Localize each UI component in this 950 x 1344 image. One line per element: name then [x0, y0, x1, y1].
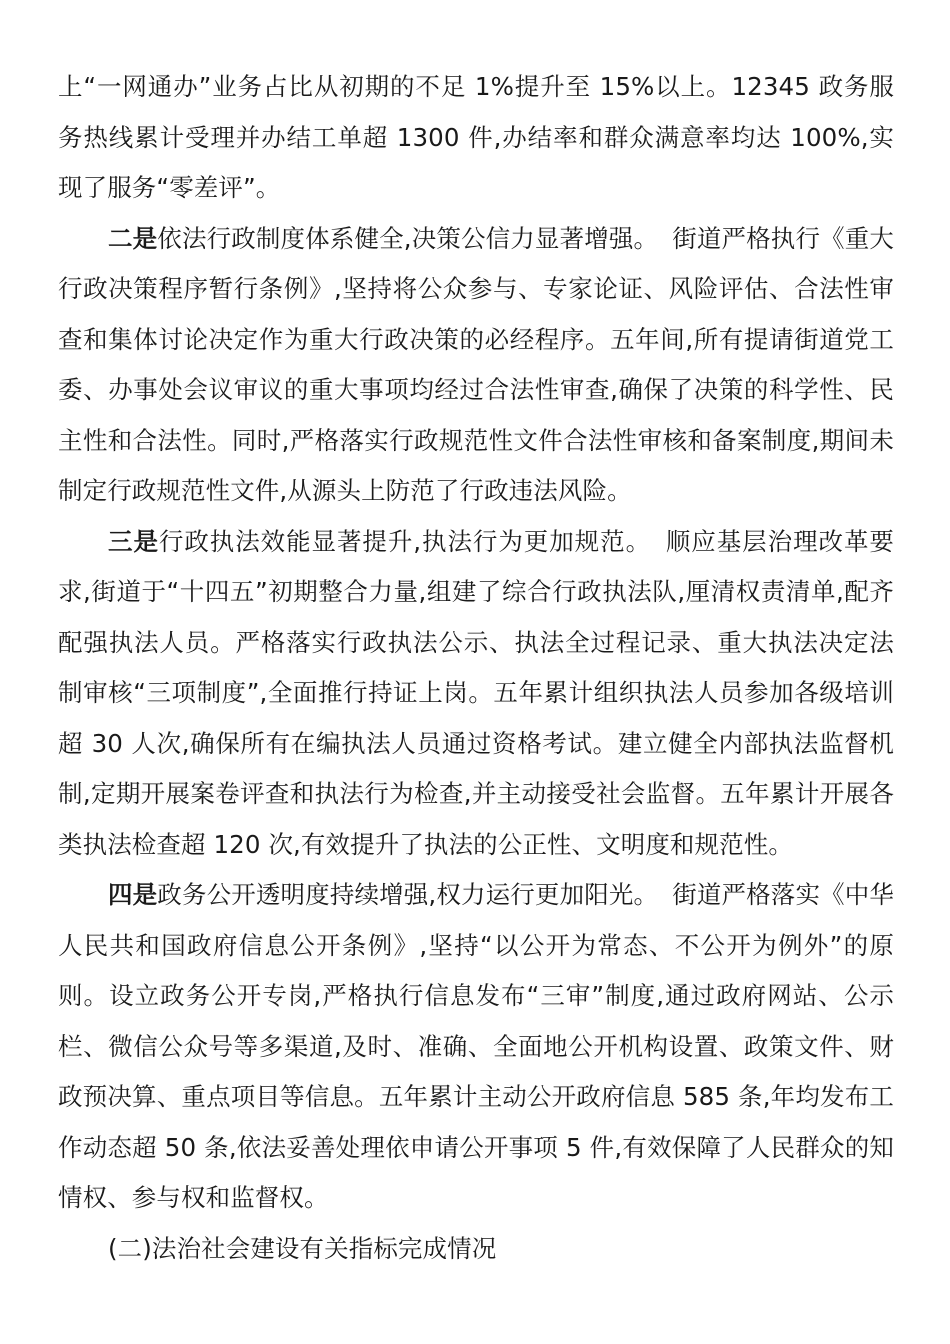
paragraph-heading: 依法行政制度体系健全,决策公信力显著增强。: [157, 223, 659, 253]
paragraph-heading: 政务公开透明度持续增强,权力运行更加阳光。: [157, 880, 659, 909]
paragraph-heading: 行政执法效能显著提升,执法行为更加规范。: [158, 526, 652, 556]
paragraph-government-transparency: [58, 870, 894, 1224]
paragraph-text: 上“一网通办”业务占比从初期的不足 1%提升至 15%以上。12345 政务服务热线累计受理并办结工单超 1300 件,办结率和群众满意率均达 100%,实现了服务“零差评”。: [58, 72, 894, 202]
paragraph-hotline-summary: [58, 62, 894, 214]
section-heading: [58, 1224, 894, 1275]
paragraph-text: 顺应基层治理改革要求,街道于“十四五”初期整合力量,组建了综合行政执法队,厘清权责清单,配齐配强执法人员。严格落实行政执法公示、执法全过程记录、重大执法决定法制审核“三项制度”,全面推行持证上岗。五年累计组织执法人员参加各级培训超 30 人次,确保所有在编执法人员通过资格考试。建立健全内部执法监督机制,定期开展案卷评查和执法行为检查,并主动接受社会监督。五年累计开展各类执法检查超 120 次,有效提升了执法的公正性、文明度和规范性。: [58, 526, 894, 859]
section-heading-text: (二)法治社会建设有关指标完成情况: [108, 1233, 497, 1263]
paragraph-lead: 三是: [108, 526, 159, 556]
paragraph-rule-of-law-system: [58, 214, 894, 517]
paragraph-lead: 二是: [108, 223, 158, 253]
paragraph-text: 街道严格落实《中华人民共和国政府信息公开条例》,坚持“以公开为常态、不公开为例外”的原则。设立政务公开专岗,严格执行信息发布“三审”制度,通过政府网站、公示栏、微信公众号等多渠道,及时、准确、全面地公开机构设置、政策文件、财政预决算、重点项目等信息。五年累计主动公开政府信息 585 条,年均发布工作动态超 50 条,依法妥善处理依申请公开事项 5 件,有效保障了人民群众的知情权、参与权和监督权。: [58, 880, 894, 1212]
paragraph-text: 街道严格执行《重大行政决策程序暂行条例》,坚持将公众参与、专家论证、风险评估、合法性审查和集体讨论决定作为重大行政决策的必经程序。五年间,所有提请街道党工委、办事处会议审议的重大事项均经过合法性审查,确保了决策的科学性、民主性和合法性。同时,严格落实行政规范性文件合法性审核和备案制度,期间未制定行政规范性文件,从源头上防范了行政违法风险。: [58, 223, 894, 505]
paragraph-lead: 四是: [108, 880, 158, 909]
document-page: [58, 62, 894, 1274]
paragraph-law-enforcement: [58, 517, 894, 871]
